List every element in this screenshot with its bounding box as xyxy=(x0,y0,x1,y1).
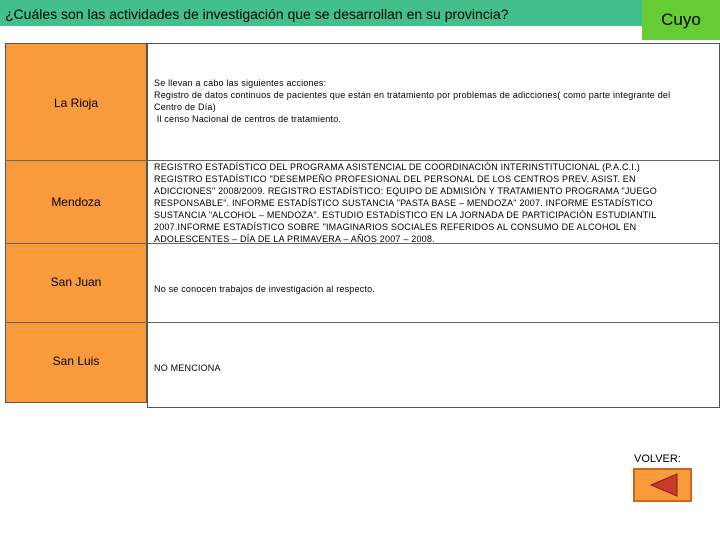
description-line: No se conocen trabajos de investigación al respecto. xyxy=(154,284,376,294)
header-bar xyxy=(0,0,720,26)
description-line: Il censo Nacional de centros de tratamiento. xyxy=(154,114,342,124)
description-line: Centro de Día) xyxy=(154,102,216,112)
description-line: REGISTRO ESTADÍSTICO DEL PROGRAMA ASISTENCIAL DE COORDINACIÓN INTERINSTITUCIONAL (P.A.C.I.) xyxy=(154,162,640,172)
volver-label: VOLVER: xyxy=(634,453,681,465)
province-label-mendoza: Mendoza xyxy=(51,195,101,209)
description-mendoza xyxy=(154,161,712,245)
province-label-la-rioja: La Rioja xyxy=(53,96,99,110)
description-san-juan xyxy=(154,283,712,295)
description-line: REGISTRO ESTADÍSTICO "DESEMPEÑO PROFESIONAL DEL PERSONAL DE LOS CENTROS PREV. ASIST. EN xyxy=(154,174,636,184)
description-line: 2007.INFORME ESTADÍSTICO SOBRE "IMAGINARIOS SOCIALES REFERIDOS AL CONSUMO DE ALCOHOL EN xyxy=(154,222,637,232)
row-divider xyxy=(5,322,720,323)
description-san-luis xyxy=(154,362,712,374)
province-label-san-luis: San Luis xyxy=(52,354,100,368)
description-line: ADICCIONES" 2008/2009. REGISTRO ESTADÍSTICO: EQUIPO DE ADMISIÓN Y TRATAMIENTO PROGRAMA "JUEGO xyxy=(154,186,657,196)
description-line: Registro de datos continuos de pacientes que están en tratamiento por problemas de adicciones( como parte integrante del xyxy=(154,90,671,100)
province-label-san-juan: San Juan xyxy=(50,275,102,289)
description-line: NO MENCIONA xyxy=(154,363,221,373)
page-title: ¿Cuáles son las actividades de investigación que se desarrollan en su provincia? xyxy=(5,6,509,22)
description-line: SUSTANCIA "ALCOHOL – MENDOZA". ESTUDIO ESTADÍSTICO EN LA JORNADA DE PARTICIPACIÓN ESTUDIANTIL xyxy=(154,210,657,220)
description-line: ADOLESCENTES – DÍA DE LA PRIMAVERA – AÑOS 2007 – 2008. xyxy=(154,234,435,244)
description-line: Se llevan a cabo las siguientes acciones: xyxy=(154,78,327,88)
region-label: Cuyo xyxy=(642,0,720,40)
description-line: RESPONSABLE". INFORME ESTADÍSTICO SUSTANCIA "PASTA BASE – MENDOZA" 2007. INFORME ESTADÍSTICO xyxy=(154,198,653,208)
left-triangle-icon xyxy=(635,470,690,500)
description-la-rioja xyxy=(154,77,712,125)
back-button[interactable] xyxy=(633,468,692,502)
